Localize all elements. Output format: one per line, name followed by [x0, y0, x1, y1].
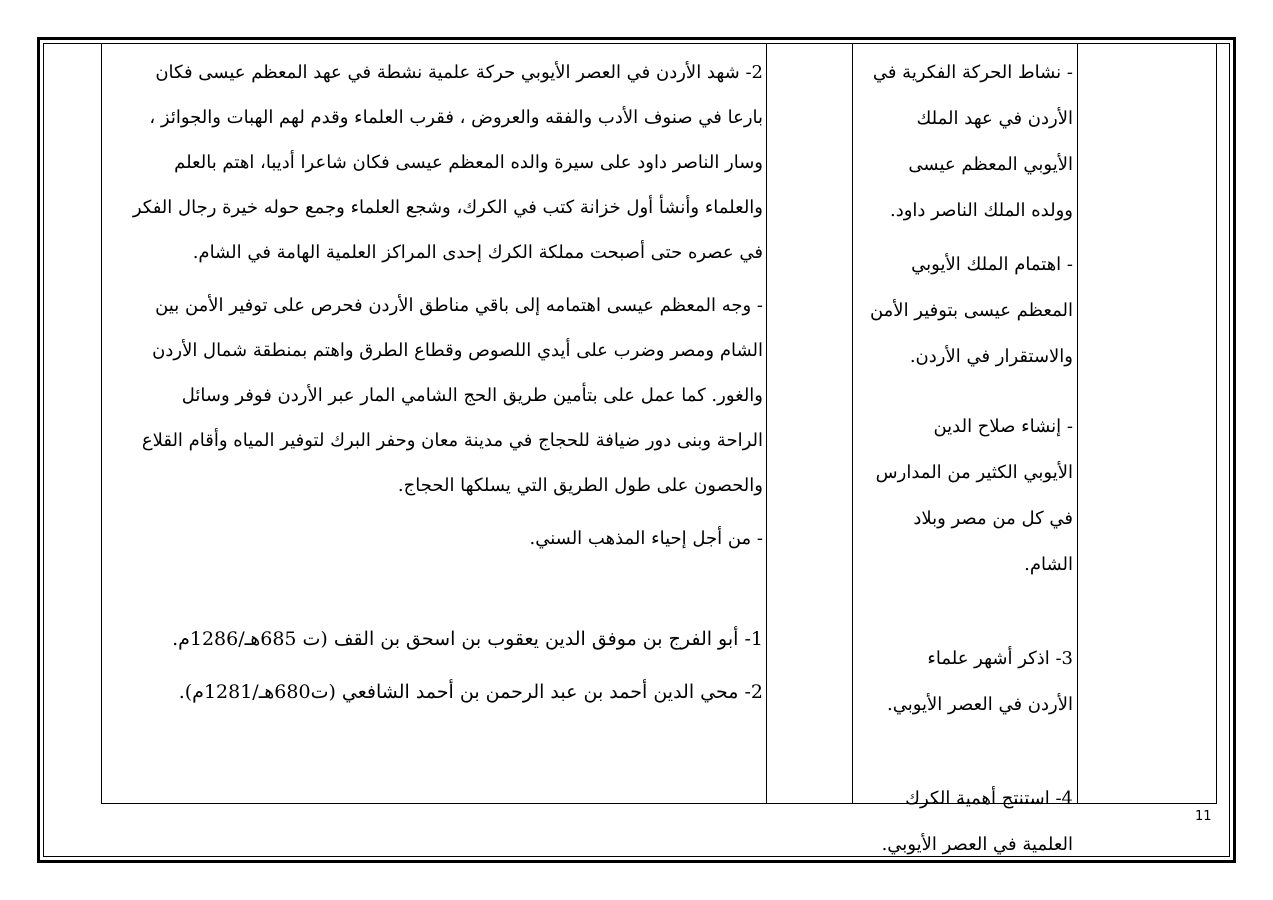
- text-line: الأيوبي الكثير من المدارس: [875, 462, 1073, 483]
- text-line: 2- شهد الأردن في العصر الأيوبي حركة علمية نشطة في عهد المعظم عيسى فكان: [155, 62, 763, 83]
- answer-paragraph-3: - من أجل إحياء المذهب السني.: [529, 528, 763, 549]
- text-line: والعلماء وأنشأ أول خزانة كتب في الكرك، وشجع العلماء وجمع حوله خيرة رجال الفكر: [132, 197, 763, 218]
- text-line: في عصره حتى أصبحت مملكة الكرك إحدى المراكز العلمية الهامة في الشام.: [192, 242, 763, 263]
- text-line: 3- اذكر أشهر علماء: [927, 648, 1073, 669]
- text-line: الأردن في العصر الأيوبي.: [887, 694, 1073, 715]
- text-line: - إنشاء صلاح الدين: [933, 416, 1073, 437]
- scholar-item-1: 1- أبو الفرج بن موفق الدين يعقوب بن اسحق بن القف (ت 685هـ/1286م.: [172, 628, 763, 650]
- text-line: 4- استنتج أهمية الكرك: [905, 788, 1073, 809]
- text-line: العلمية في العصر الأيوبي.: [881, 834, 1073, 855]
- text-line: والحصون على طول الطريق التي يسلكها الحجاج.: [397, 475, 763, 496]
- text-line: والاستقرار في الأردن.: [909, 346, 1073, 367]
- question-item-3: [863, 636, 1073, 728]
- topic-item-1: [863, 50, 1073, 234]
- answer-paragraph-2: [113, 283, 763, 508]
- text-line: المعظم عيسى بتوفير الأمن: [869, 300, 1073, 321]
- table-column-divider: [852, 43, 853, 804]
- topic-item-3: [863, 404, 1073, 588]
- text-line: الشام.: [1024, 554, 1073, 575]
- table-column-divider: [766, 43, 767, 804]
- answer-paragraph-1: [113, 50, 763, 275]
- text-line: - اهتمام الملك الأيوبي: [911, 254, 1073, 275]
- text-line: الأردن في عهد الملك: [916, 108, 1073, 129]
- text-line: والغور. كما عمل على بتأمين طريق الحج الشامي المار عبر الأردن فوفر وسائل: [181, 385, 763, 406]
- page-number: 11: [1195, 809, 1212, 824]
- topic-item-2: [863, 242, 1073, 380]
- text-line: الأيوبي المعظم عيسى: [908, 154, 1073, 175]
- table-column-divider: [1077, 43, 1078, 804]
- text-line: - نشاط الحركة الفكرية في: [872, 62, 1073, 83]
- answers-column: [113, 50, 763, 715]
- text-line: الشام ومصر وضرب على أيدي اللصوص وقطاع الطرق واهتم بمنطقة شمال الأردن: [152, 340, 763, 361]
- text-line: - وجه المعظم عيسى اهتمامه إلى باقي مناطق الأردن فحرص على توفير الأمن بين: [155, 295, 763, 316]
- scholar-item-2: 2- محي الدين أحمد بن عبد الرحمن بن أحمد الشافعي (ت680هـ/1281م).: [178, 681, 763, 703]
- question-item-4: [863, 776, 1073, 868]
- text-line: بارعا في صنوف الأدب والفقه والعروض ، فقرب العلماء وقدم لهم الهبات والجوائز ،: [149, 107, 763, 128]
- text-line: في كل من مصر وبلاد: [913, 508, 1073, 529]
- topics-column: [863, 50, 1073, 868]
- text-line: وولده الملك الناصر داود.: [890, 200, 1073, 221]
- text-line: الراحة وبنى دور ضيافة للحجاج في مدينة معان وحفر البرك لتوفير المياه وأقام القلاع: [141, 430, 763, 451]
- text-line: وسار الناصر داود على سيرة والده المعظم عيسى فكان شاعرا أديبا، اهتم بالعلم: [174, 152, 763, 173]
